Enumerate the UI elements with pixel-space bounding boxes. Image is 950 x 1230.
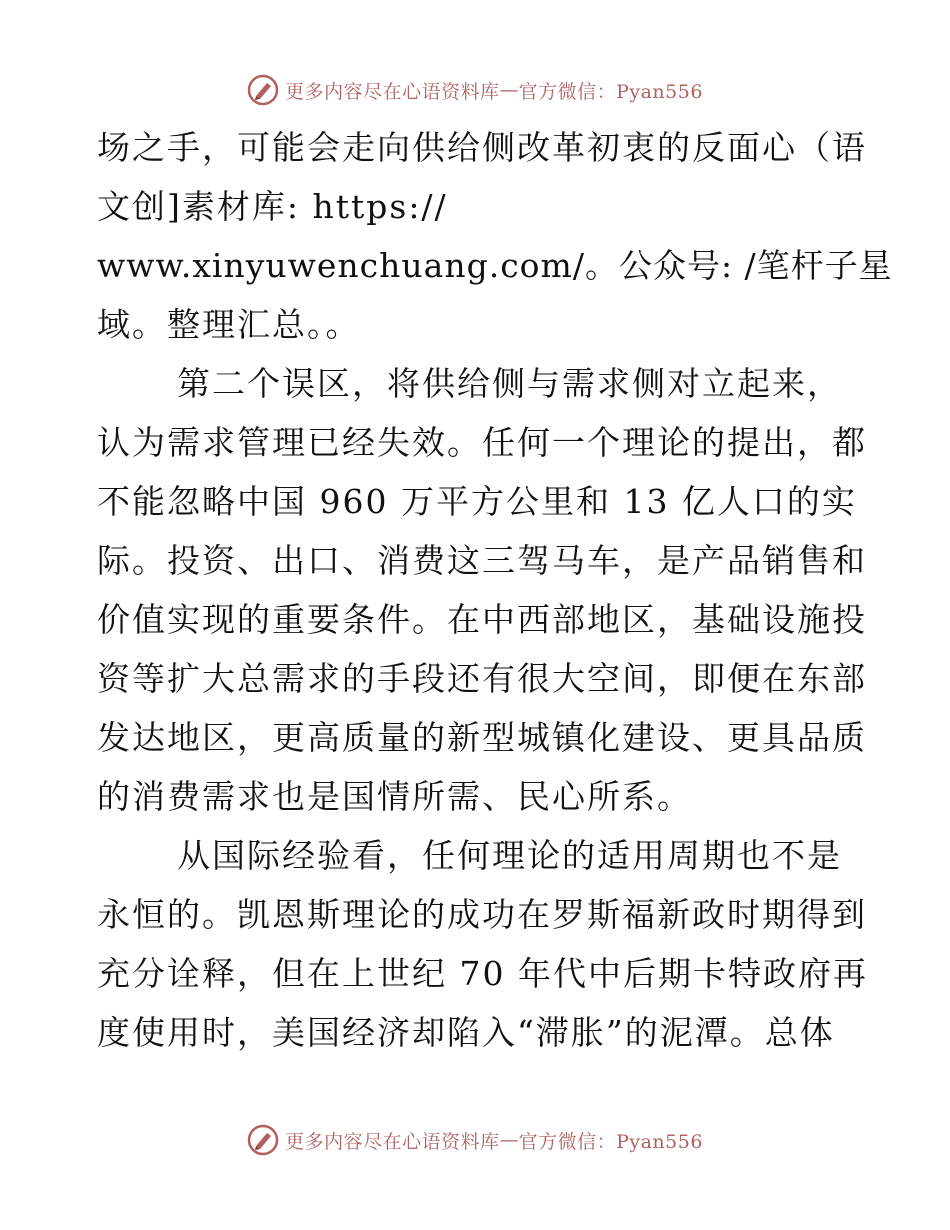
footer-banner-wechat: 官方微信：Pyan556 xyxy=(518,1130,703,1153)
body-line: 文创]素材库: https:// xyxy=(97,187,448,226)
footer-banner-dash: — xyxy=(499,1129,519,1151)
header-banner-wechat: 官方微信：Pyan556 xyxy=(518,80,703,103)
body-line: 域。整理汇总。。 xyxy=(97,305,361,344)
body-line: 认为需求管理已经失效。任何一个理论的提出，都 xyxy=(97,423,867,462)
header-banner-dash: — xyxy=(499,79,519,101)
body-line: 不能忽略中国 960 万平方公里和 13 亿人口的实 xyxy=(97,482,857,521)
body-line: 永恒的。凯恩斯理论的成功在罗斯福新政时期得到 xyxy=(97,895,867,934)
body-line: 资等扩大总需求的手段还有很大空间，即便在东部 xyxy=(97,659,867,698)
header-banner-text: 更多内容尽在心语资料库 xyxy=(285,80,500,103)
body-line: 场之手，可能会走向供给侧改革初衷的反面心（语 xyxy=(97,128,867,167)
header-banner xyxy=(0,70,950,110)
footer-banner-text: 更多内容尽在心语资料库 xyxy=(285,1130,500,1153)
body-line: www.xinyuwenchuang.com/。公众号: /笔杆子星 xyxy=(97,246,893,285)
body-line: 发达地区，更高质量的新型城镇化建设、更具品质 xyxy=(97,718,867,757)
body-line: 度使用时，美国经济却陷入“滞胀”的泥潭。总体 xyxy=(97,1013,835,1052)
document-body xyxy=(97,118,893,1062)
body-line: 充分诠释，但在上世纪 70 年代中后期卡特政府再 xyxy=(97,954,868,993)
footer-banner xyxy=(0,1120,950,1160)
body-line: 价值实现的重要条件。在中西部地区，基础设施投 xyxy=(97,600,867,639)
logo-icon xyxy=(247,1124,279,1156)
body-line: 第二个误区，将供给侧与需求侧对立起来， xyxy=(177,364,842,403)
body-line: 的消费需求也是国情所需、民心所系。 xyxy=(97,777,692,816)
body-line: 从国际经验看，任何理论的适用周期也不是 xyxy=(177,836,842,875)
body-line: 际。投资、出口、消费这三驾马车，是产品销售和 xyxy=(97,541,867,580)
logo-icon xyxy=(247,74,279,106)
